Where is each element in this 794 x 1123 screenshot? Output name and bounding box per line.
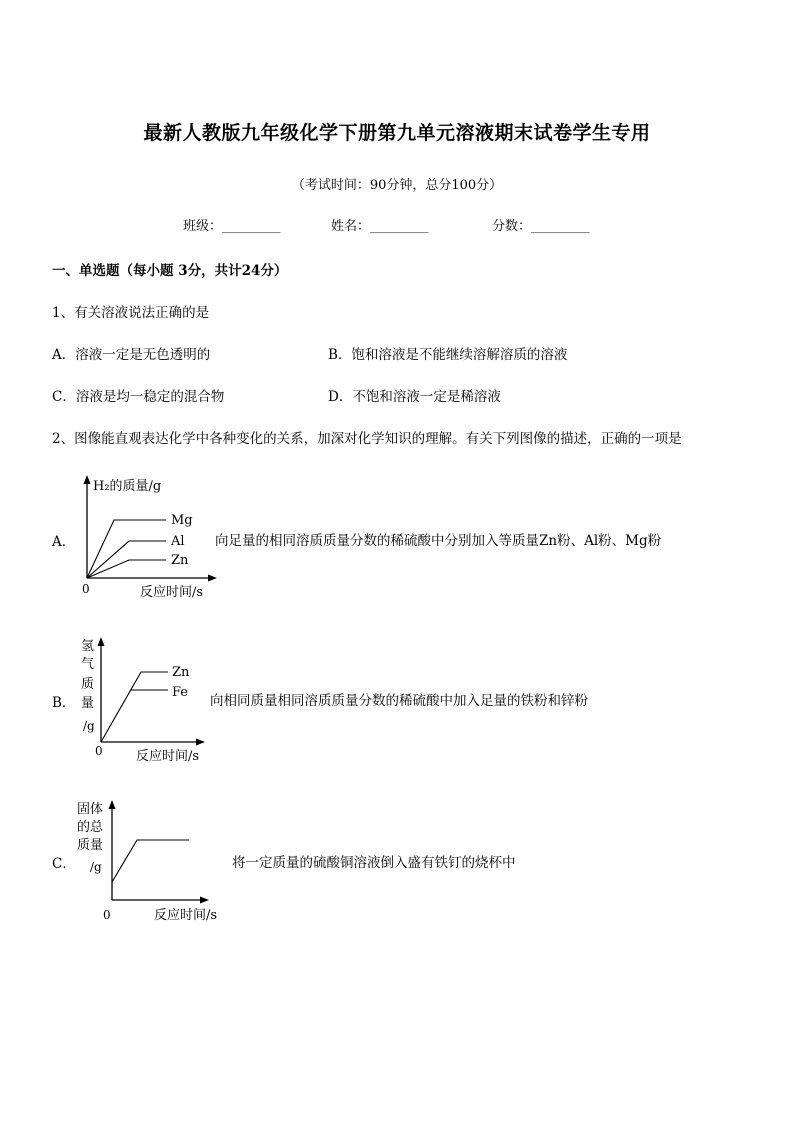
graph-b-ylabel-3: 质 bbox=[81, 677, 95, 692]
graph-b-line-zn bbox=[101, 672, 168, 742]
question-1-stem: 1、有关溶液说法正确的是 bbox=[52, 305, 210, 321]
graph-b-ylabel-5: /g bbox=[83, 719, 95, 733]
graph-b-origin: 0 bbox=[95, 744, 103, 758]
graph-a-xlabel: 反应时间/s bbox=[140, 585, 204, 600]
graph-b-label-zn: Zn bbox=[172, 665, 190, 680]
question-2-option-b-label: B． bbox=[52, 695, 76, 711]
graph-c-xlabel: 反应时间/s bbox=[154, 908, 218, 923]
graph-c-ylabel-1: 固体 bbox=[77, 802, 104, 817]
question-2-option-b-text: 向相同质量相同溶质质量分数的稀硫酸中加入足量的铁粉和锌粉 bbox=[210, 693, 588, 709]
question-2-option-a-label: A． bbox=[52, 534, 76, 550]
question-1-option-a: A．溶液一定是无色透明的 bbox=[52, 347, 211, 363]
graph-b-y-arrow bbox=[98, 637, 105, 646]
graph-a-label-mg: Mg bbox=[171, 513, 193, 528]
graph-c-origin: 0 bbox=[103, 908, 111, 922]
graph-b-spacer bbox=[124, 690, 168, 702]
graph-c-line bbox=[112, 840, 189, 882]
graph-a-label-zn: Zn bbox=[171, 553, 189, 568]
graph-c-ylabel-2: 的总 bbox=[77, 820, 104, 835]
graph-a bbox=[74, 472, 224, 604]
graph-b-ylabel-2: 气 bbox=[81, 657, 95, 672]
question-1-option-d: D．不饱和溶液一定是稀溶液 bbox=[328, 389, 501, 405]
graph-b-ylabel-1: 氢 bbox=[81, 639, 95, 654]
graph-a-label-al: Al bbox=[171, 534, 185, 549]
graph-a-x-arrow bbox=[208, 575, 217, 582]
graph-a-y-arrow bbox=[84, 475, 91, 484]
graph-b-xlabel: 反应时间/s bbox=[136, 749, 200, 764]
question-2-option-a-text: 向足量的相同溶质质量分数的稀硫酸中分别加入等质量Zn粉、Al粉、Mg粉 bbox=[215, 533, 662, 549]
section-title: 一、单选题（每小题 3分，共计24分） bbox=[52, 263, 288, 279]
graph-c-x-arrow bbox=[200, 897, 209, 904]
graph-c-ylabel-3: 质量 bbox=[77, 838, 104, 853]
graph-a-origin: 0 bbox=[82, 582, 90, 596]
graph-a-line-mg bbox=[87, 520, 166, 578]
question-1-option-b: B．饱和溶液是不能继续溶解溶质的溶液 bbox=[328, 347, 568, 363]
score-field: 分数：_________ bbox=[492, 219, 590, 234]
graph-c bbox=[74, 796, 234, 928]
graph-a-ylabel: H₂的质量/g bbox=[93, 479, 162, 494]
page-title: 最新人教版九年级化学下册第九单元溶液期末试卷学生专用 bbox=[143, 122, 651, 144]
question-1-option-c: C．溶液是均一稳定的混合物 bbox=[52, 389, 225, 405]
exam-info: （考试时间：90分钟，总分100分） bbox=[291, 178, 503, 193]
name-field: 姓名：_________ bbox=[331, 219, 429, 234]
graph-b bbox=[74, 632, 210, 768]
class-field: 班级：_________ bbox=[183, 219, 281, 234]
question-2-option-c-text: 将一定质量的硫酸铜溶液倒入盛有铁钉的烧杯中 bbox=[232, 855, 516, 871]
graph-b-label-fe: Fe bbox=[172, 685, 189, 700]
question-2-stem: 2、图像能直观表达化学中各种变化的关系，加深对化学知识的理解。有关下列图像的描述，正确的一项是 bbox=[52, 431, 682, 447]
graph-a-line-zn bbox=[87, 560, 166, 578]
graph-c-y-arrow bbox=[109, 800, 116, 809]
question-2-option-c-label: C． bbox=[52, 856, 76, 872]
graph-b-x-arrow bbox=[196, 739, 205, 746]
graph-c-ylabel-4: /g bbox=[90, 860, 102, 874]
graph-b-ylabel-4: 量 bbox=[81, 696, 95, 711]
